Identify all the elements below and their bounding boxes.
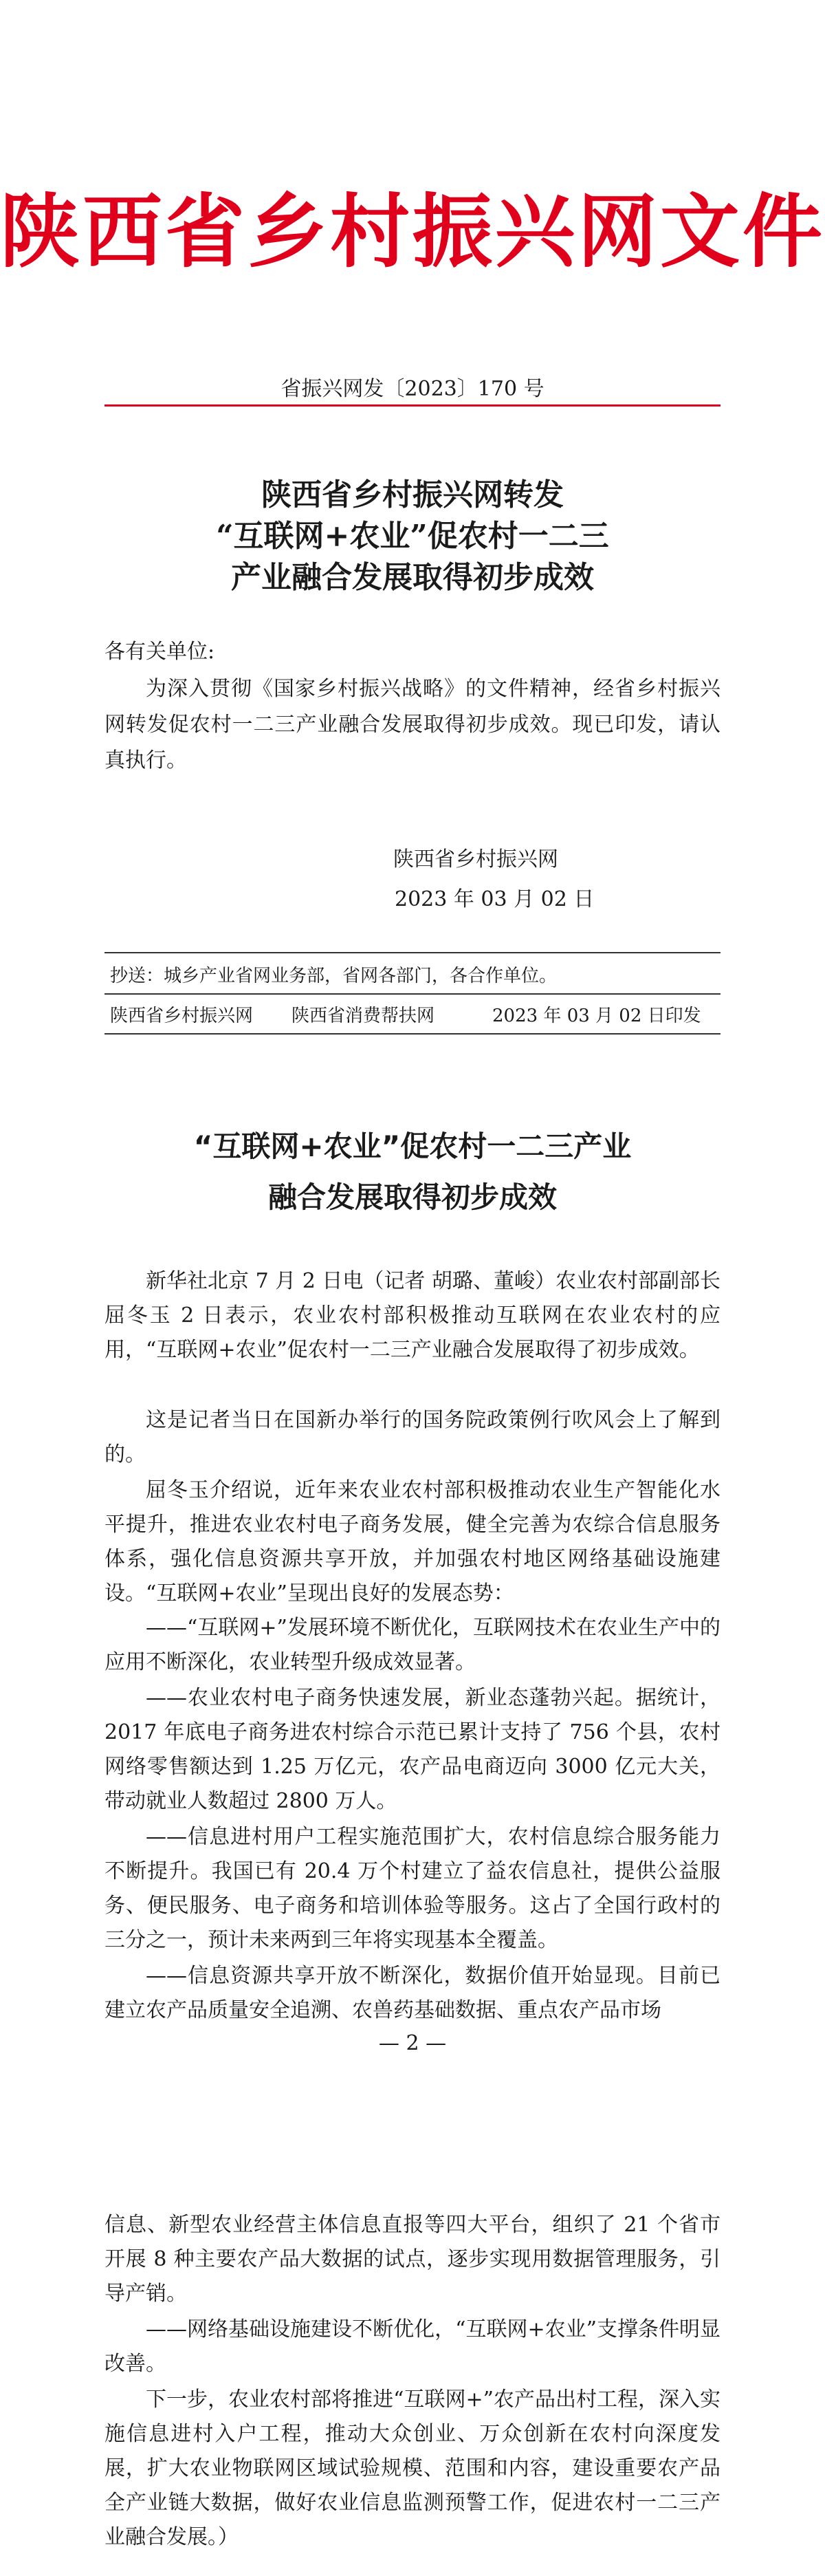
red-header-title: 陕西省乡村振兴网文件: [0, 185, 825, 279]
article-title-line-2: 融合发展取得初步成效: [267, 1180, 557, 1214]
article-paragraph: 下一步，农业农村部将推进“互联网+”农产品出村工程，深入实施信息进村入户工程，推动大众创业、万众创新在农村向深度发展，扩大农业物联网区域试验规模、范围和内容，建设重要农产品全产业链大数据，做好农业信息监测预警工作，促进农村一二三产业融合发展。）: [104, 2388, 720, 2549]
addressee: 各有关单位:: [104, 640, 215, 664]
signature-date: 2023 年 03 月 02 日: [395, 887, 595, 911]
divider-middle: [104, 993, 720, 995]
notice-title-line-3: 产业融合发展取得初步成效: [231, 560, 594, 595]
article-paragraph: ——农业农村电子商务快速发展，新业态蓬勃兴起。据统计，2017 年底电子商务进农村综合示范已累计支持了 756 个县，农村网络零售额达到 1.25 万亿元，农产品电商迈向 3000 亿元大关，带动就业人数超过 2800 万人。: [104, 1686, 720, 1813]
divider-bottom: [104, 1033, 720, 1035]
article-paragraph-continued: 信息、新型农业经营主体信息直报等四大平台，组织了 21 个省市开展 8 种主要农产品大数据的试点，逐步实现用数据管理服务，引导产销。: [104, 2213, 720, 2306]
cc-line: 抄送：城乡产业省网业务部，省网各部门，各合作单位。: [110, 966, 558, 986]
signature-org: 陕西省乡村振兴网: [393, 847, 558, 872]
page-number: — 2 —: [378, 2031, 447, 2055]
notice-title-line-2: “互联网+农业”促农村一二三: [216, 519, 609, 554]
article-paragraph: ——“互联网+”发展环境不断优化，互联网技术在农业生产中的应用不断深化，农业转型升级成效显著。: [104, 1616, 720, 1674]
article-title-line-1: “互联网+农业”促农村一二三产业: [193, 1129, 632, 1163]
article-paragraph: 新华社北京 7 月 2 日电（记者 胡璐、董峻）农业农村部副部长屈冬玉 2 日表示，农业农村部积极推动互联网在农业农村的应用，“互联网+农业”促农村一二三产业融合发展取得了初步成效。: [104, 1269, 720, 1362]
article-paragraph: ——信息进村用户工程实施范围扩大，农村信息综合服务能力不断提升。我国已有 20.4 万个村建立了益农信息社，提供公益服务、便民服务、电子商务和培训体验等服务。这占了全国行政村的三分之一，预计未来两到三年将实现基本全覆盖。: [104, 1825, 720, 1952]
issuer-2: 陕西省消费帮扶网: [292, 1006, 435, 1026]
red-divider: [104, 404, 720, 407]
article-title: [0, 1121, 825, 1223]
notice-body: 为深入贯彻《国家乡村振兴战略》的文件精神，经省乡村振兴网转发促农村一二三产业融合发展取得初步成效。现已印发，请认真执行。: [104, 677, 720, 772]
article-paragraph: ——网络基础设施建设不断优化，“互联网+农业”支撑条件明显改善。: [104, 2317, 720, 2376]
article-paragraph: 这是记者当日在国新办举行的国务院政策例行吹风会上了解到的。: [104, 1408, 720, 1466]
print-date: 2023 年 03 月 02 日印发: [492, 1006, 701, 1026]
divider-top: [104, 952, 720, 953]
article-paragraph: ——信息资源共享开放不断深化，数据价值开始显现。目前已建立农产品质量安全追溯、农兽药基础数据、重点农产品市场: [104, 1964, 720, 2022]
document-number: 省振兴网发〔2023〕170 号: [280, 377, 544, 401]
article-paragraph: 屈冬玉介绍说，近年来农业农村部积极推动农业生产智能化水平提升，推进农业农村电子商务发展，健全完善为农综合信息服务体系，强化信息资源共享开放，并加强农村地区网络基础设施建设。“互联网+农业”呈现出良好的发展态势：: [104, 1478, 720, 1605]
issuer-1: 陕西省乡村振兴网: [110, 1006, 254, 1026]
notice-title-line-1: 陕西省乡村振兴网转发: [261, 477, 564, 512]
notice-title: [0, 475, 825, 598]
